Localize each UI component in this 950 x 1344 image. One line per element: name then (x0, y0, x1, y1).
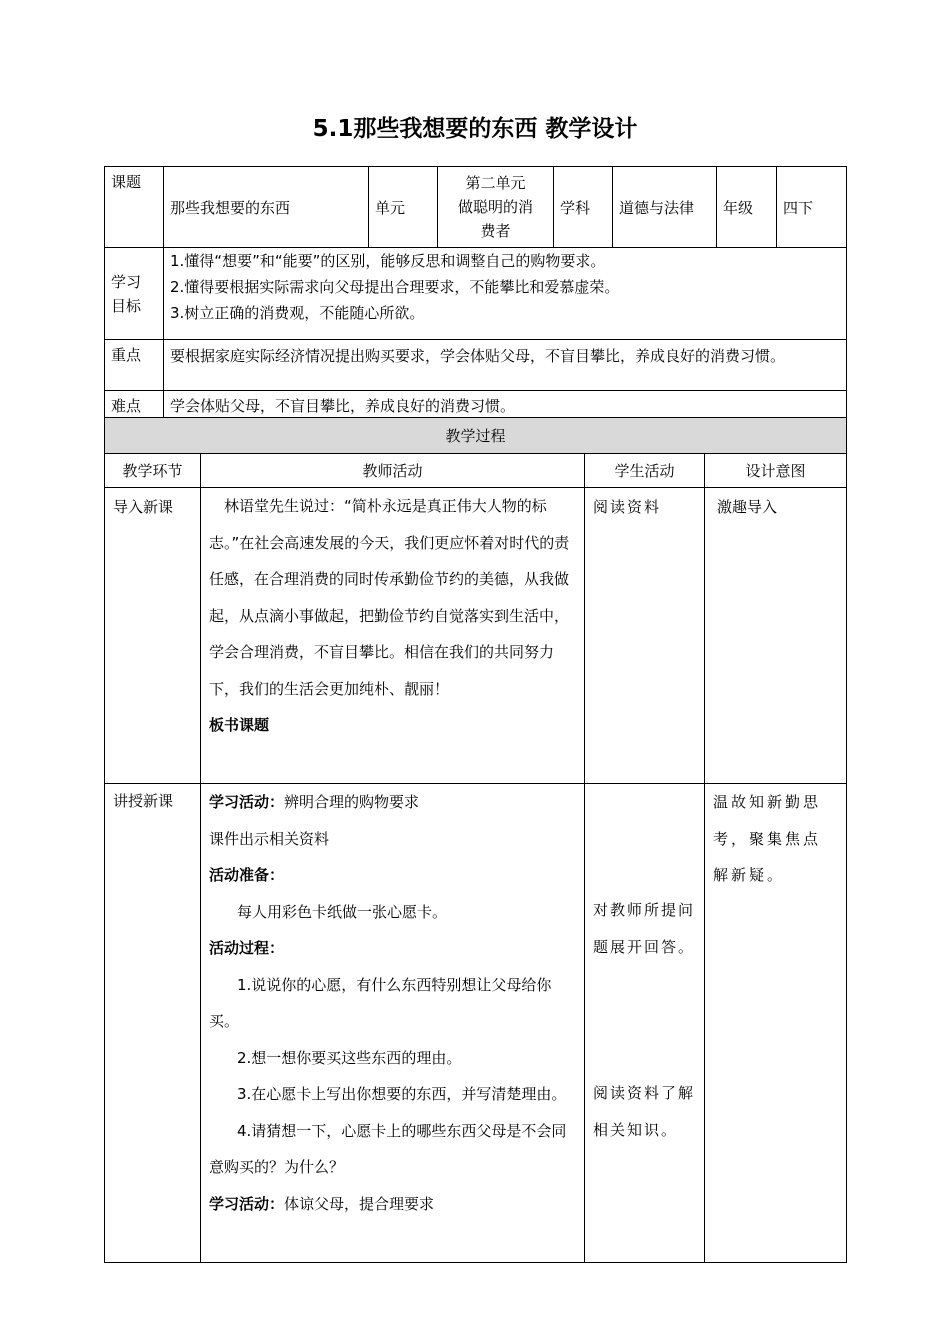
process-label-line (209, 930, 576, 967)
grade-value: 四下 (777, 167, 847, 248)
board-title: 板书课题 (209, 716, 270, 734)
unit-value-line-3: 费者 (480, 222, 511, 240)
activity2-line (209, 1186, 576, 1223)
goal-item: 1.懂得“想要”和“能要”的区别，能够反思和调整自己的购物要求。 (170, 252, 606, 270)
step-item: 1.说说你的心愿，有什么东西特别想让父母给你买。 (209, 975, 552, 1030)
header-student: 学生活动 (585, 454, 705, 488)
step-item: 4.请猜想一下，心愿卡上的哪些东西父母是不会同意购买的？为什么？ (209, 1121, 567, 1176)
step-item: 3.在心愿卡上写出你想要的东西，并写清楚理由。 (237, 1085, 567, 1103)
activity2-text: 体谅父母，提合理要求 (284, 1194, 435, 1213)
intent-new: 温故知新勤思考，聚集焦点解新疑。 (705, 784, 847, 1263)
stage-intro: 导入新课 (105, 488, 201, 784)
unit-value-line-2: 做聪明的消 (457, 198, 533, 216)
student-read: 阅读资料了解相关知识。 (593, 1084, 696, 1139)
goal-item: 2.懂得要根据实际需求向父母提出合理要求，不能攀比和爱慕虚荣。 (170, 278, 620, 296)
teacher-intro-text: 林语堂先生说过：“简朴永远是真正伟大人物的标志。”在社会高速发展的今天，我们更应怀着对时代的责任感，在合理消费的同时传承勤俭节约的美德，从我做起，从点滴小事做起，把勤俭节约自觉落实到生活中，学会合理消费，不盲目攀比。相信在我们的共同努力下，我们的生活会更加纯朴、靓丽！ (209, 497, 570, 698)
activity-line (209, 784, 576, 821)
difficulty-text: 学会体贴父母，不盲目攀比，养成良好的消费习惯。 (164, 391, 847, 424)
student-intro: 阅读资料 (585, 488, 705, 784)
info-table (104, 166, 847, 424)
prep-label: 活动准备： (209, 866, 285, 884)
header-teacher: 教师活动 (201, 454, 585, 488)
activity-text: 辨明合理的购物要求 (284, 793, 420, 811)
unit-label: 单元 (369, 167, 438, 248)
unit-value-line-1: 第二单元 (465, 174, 526, 192)
teacher-new (201, 784, 585, 1263)
teacher-intro-bold (209, 707, 576, 744)
activity-label: 学习活动： (209, 793, 285, 811)
prep-text: 每人用彩色卡纸做一张心愿卡。 (237, 902, 448, 921)
topic-value: 那些我想要的东西 (164, 167, 369, 248)
unit-value (438, 167, 554, 248)
header-intent: 设计意图 (705, 454, 847, 488)
goals-label-line-1: 学习 (111, 272, 142, 291)
subject-value: 道德与法律 (613, 167, 717, 248)
goals-list (164, 248, 847, 340)
stage-new: 讲授新课 (105, 784, 201, 1263)
activity2-label: 学习活动： (209, 1194, 285, 1213)
prep-label-line (209, 857, 576, 894)
key-point-text: 要根据家庭实际经济情况提出购买要求，学会体贴父母，不盲目攀比，养成良好的消费习惯。 (164, 340, 847, 391)
goals-label (105, 248, 164, 340)
intent-intro: 激趣导入 (705, 488, 847, 784)
goal-item: 3.树立正确的消费观，不能随心所欲。 (170, 304, 425, 322)
key-point-label: 重点 (105, 340, 164, 391)
step-item: 2.想一想你要买这些东西的理由。 (237, 1048, 462, 1067)
student-answer: 对教师所提问题展开回答。 (593, 901, 696, 956)
process-band-title: 教学过程 (105, 418, 847, 454)
topic-label: 课题 (105, 167, 164, 248)
grade-label: 年级 (717, 167, 777, 248)
goals-label-line-2: 目标 (111, 296, 142, 315)
subject-label: 学科 (554, 167, 613, 248)
process-label: 活动过程： (209, 939, 285, 957)
courseware-line: 课件出示相关资料 (209, 829, 330, 848)
student-new (585, 784, 705, 1263)
teacher-intro (201, 488, 585, 784)
header-stage: 教学环节 (105, 454, 201, 488)
difficulty-label: 难点 (105, 391, 164, 424)
page-title: 5.1那些我想要的东西 教学设计 (312, 116, 638, 142)
process-table (104, 417, 847, 1263)
